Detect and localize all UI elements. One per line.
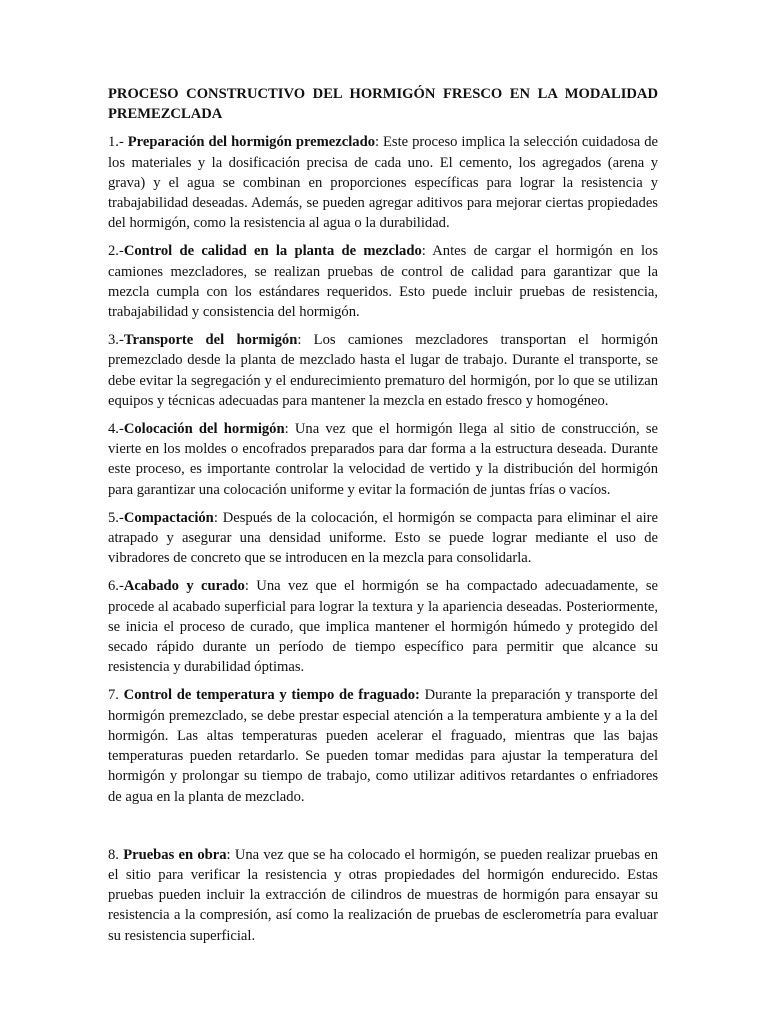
document-page [108,84,658,954]
section-heading: Acabado y curado [123,578,245,595]
section-number: 7. [108,687,124,704]
section-body: : Los camiones mezcladores transportan el hormigón premezclado desde la planta de mezclado hasta el lugar de trabajo. Durante el transporte, se debe evitar la segregación y el endurecimiento prematuro del hormigón, por lo que se utilizan equipos y técnicas adecuadas para mantener la mezcla en estado fresco y homogéneo. [108,332,658,409]
section-heading: Pruebas en obra [123,846,227,863]
section-body: : Antes de cargar el hormigón en los camiones mezcladores, se realizan pruebas de control de calidad para garantizar que la mezcla cumpla con los estándares requeridos. Esto puede incluir pruebas de resistencia, trabajabilidad y consistencia del hormigón. [108,243,658,321]
section-heading: Compactación [123,509,214,526]
section-number: 8. [108,846,124,863]
section-1 [108,132,658,233]
section-number: 6.- [108,578,124,595]
section-5 [108,508,658,569]
section-7 [108,685,658,806]
section-number: 3.- [108,332,124,349]
section-body: : Este proceso implica la selección cuidadosa de los materiales y la dosificación precisa de cada uno. El cemento, los agregados (arena y grava) y el agua se combinan en proporciones específicas para lograr la resistencia y trabajabilidad deseadas. Además, se pueden agregar aditivos para mejorar ciertas propiedades del hormigón, como la resistencia al agua o la durabilidad. [108,134,658,232]
section-8 [108,845,658,946]
section-body: Durante la preparación y transporte del hormigón premezclado, se debe prestar especial atención a la temperatura ambiente y a la del hormigón. Las altas temperaturas pueden acelerar el fraguado, mientras que las bajas temperaturas pueden retardarlo. Se pueden tomar medidas para ajustar la temperatura del hormigón y prolongar su tiempo de trabajo, como utilizar aditivos retardantes o enfriadores de agua en la planta de mezclado. [108,687,659,805]
section-3 [108,330,658,411]
section-number: 5.- [108,509,124,526]
section-body: : Una vez que se ha colocado el hormigón, se pueden realizar pruebas en el sitio para verificar la resistencia y otras propiedades del hormigón endurecido. Estas pruebas pueden incluir la extracción de cilindros de muestras de hormigón para ensayar su resistencia a la compresión, así como la realización de pruebas de esclerometría para evaluar su resistencia superficial. [108,846,659,944]
section-heading: Control de temperatura y tiempo de fraguado: [123,687,420,704]
section-4 [108,419,658,500]
section-number: 1.- [108,134,128,151]
section-2 [108,241,658,322]
section-heading: Colocación del hormigón [123,421,285,438]
section-number: 2.- [108,243,124,260]
section-heading: Control de calidad en la planta de mezclado [123,243,422,260]
section-heading: Transporte del hormigón [123,332,298,349]
section-body: : Una vez que el hormigón se ha compactado adecuadamente, se procede al acabado superficial para lograr la textura y la apariencia deseadas. Posteriormente, se inicia el proceso de curado, que implica mantener el hormigón húmedo y protegido del secado rápido durante un período de tiempo específico para permitir que alcance su resistencia y durabilidad óptimas. [108,578,659,676]
document-title: PROCESO CONSTRUCTIVO DEL HORMIGÓN FRESCO EN LA MODALIDAD PREMEZCLADA [108,86,658,123]
section-number: 4.- [108,421,124,438]
section-body: : Después de la colocación, el hormigón se compacta para eliminar el aire atrapado y asegurar una densidad uniforme. Esto se puede lograr mediante el uso de vibradores de concreto que se introducen en la mezcla para consolidarla. [108,509,658,567]
section-body: : Una vez que el hormigón llega al sitio de construcción, se vierte en los moldes o encofrados preparados para dar forma a la estructura deseada. Durante este proceso, es importante controlar la velocidad de vertido y la distribución del hormigón para garantizar una colocación uniforme y evitar la formación de juntas frías o vacíos. [108,421,658,498]
section-6 [108,576,658,677]
section-heading: Preparación del hormigón premezclado [127,134,375,151]
